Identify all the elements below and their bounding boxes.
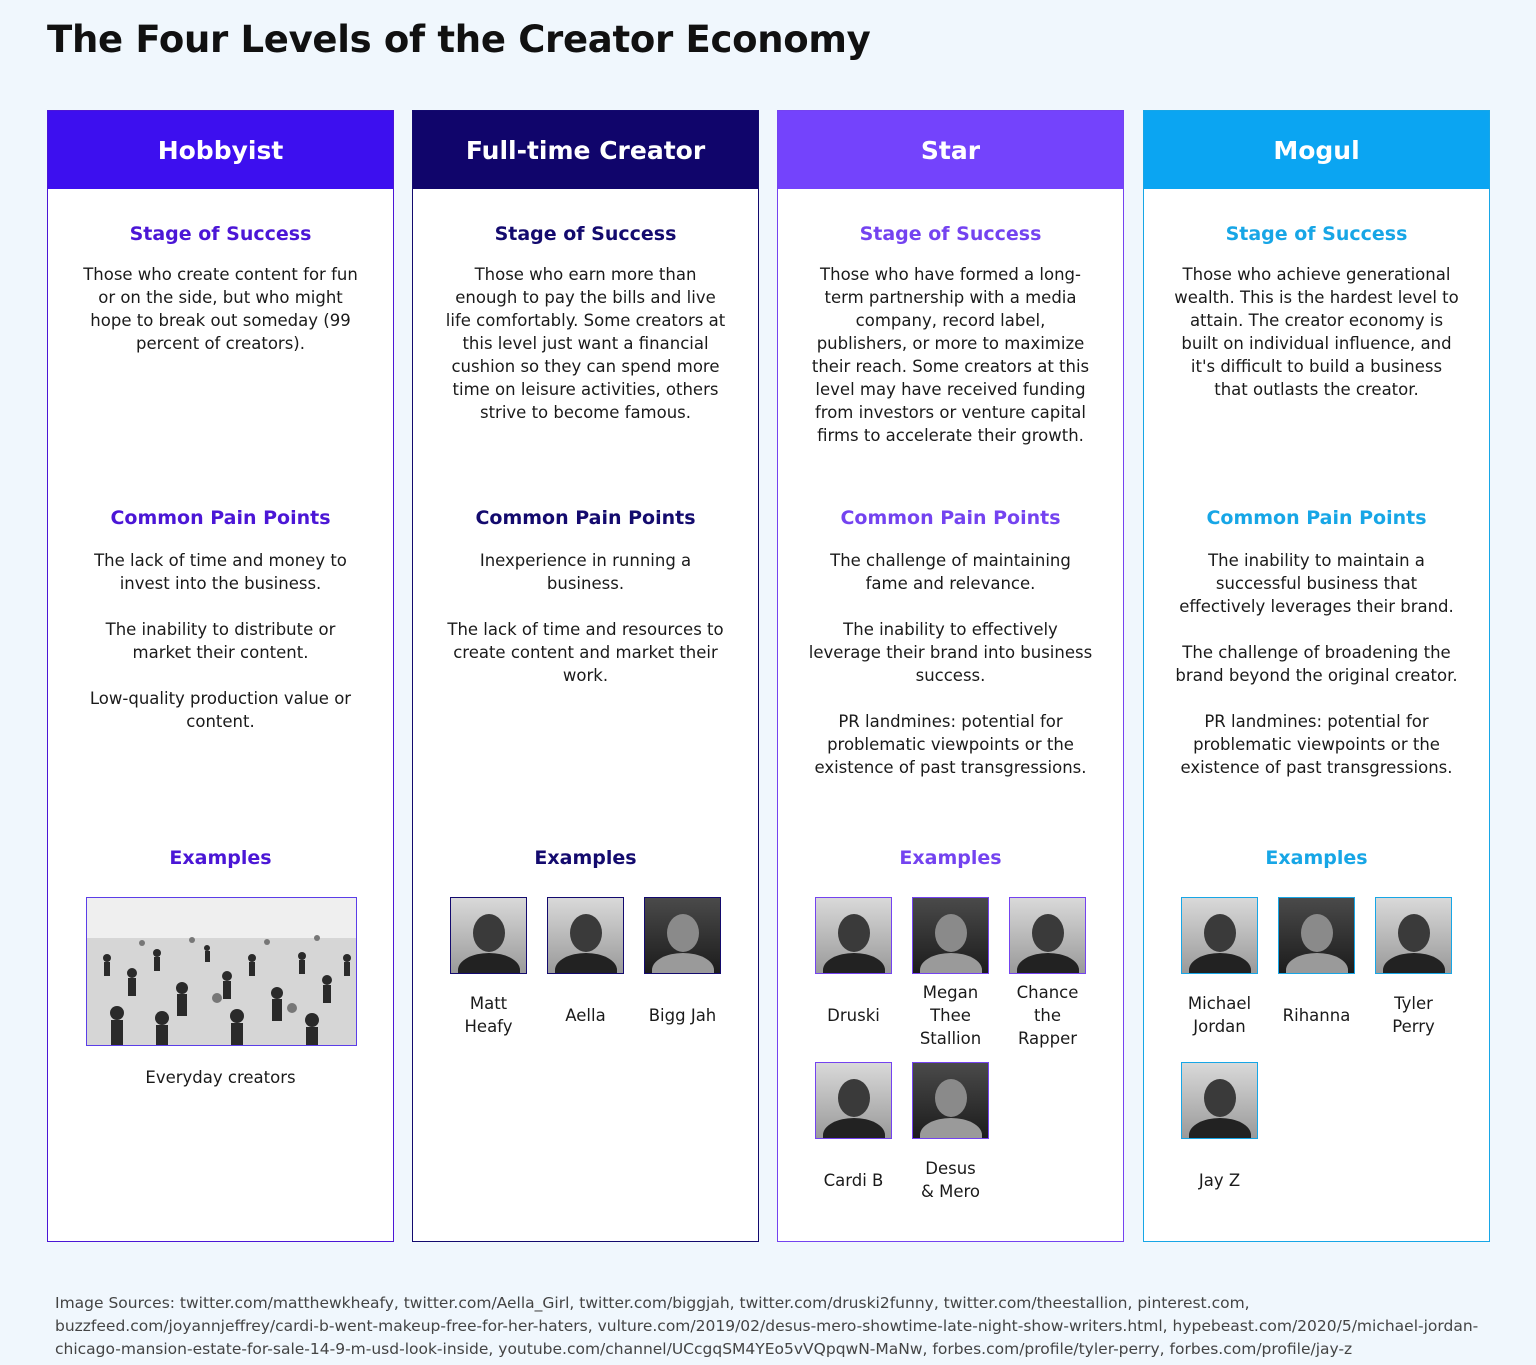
- pain-point: PR landmines: potential for problematic viewpoints or the existence of past transgressions.: [1180, 712, 1453, 777]
- examples-title: Examples: [1265, 847, 1368, 869]
- example-bigg-jah: [634, 897, 731, 1056]
- image-sources-footer: Image Sources: twitter.com/matthewkheafy, twitter.com/Aella_Girl, twitter.com/biggjah, twitter.com/druski2funny, twitter.com/theestallion, pinterest.com, buzzfeed.com/joyannjeffrey/cardi-b-went-makeup-free-for-her-haters, vulture.com/2019/02/desus-mero-showtime-late-night-show-writers.html, hypebeast.com/2020/5/michael-jordan-chicago-mansion-estate-for-sale-14-9-m-usd-look-inside, youtube.com/channel/UCcgqSM4YEo5vVQpqwN-MaNw, forbes.com/profile/tyler-perry, forbes.com/profile/jay-z: [55, 1294, 1479, 1358]
- stage-text: Those who create content for fun or on the side, but who might hope to break out someday (99 percent of creators).: [83, 265, 358, 353]
- example-tyler-perry: [1365, 897, 1462, 1056]
- stage-title: Stage of Success: [129, 223, 312, 245]
- portrait-icon: [815, 1062, 892, 1139]
- stage-title: Stage of Success: [1225, 223, 1408, 245]
- example-name: Chance the Rapper: [1016, 982, 1079, 1048]
- example-rihanna: [1268, 897, 1365, 1056]
- column-full-time-creator: [412, 110, 759, 1242]
- pain-point: Inexperience in running a business.: [479, 551, 692, 593]
- crowd-image-icon: [87, 898, 357, 1046]
- portrait-icon: [644, 897, 721, 974]
- pain-point: The lack of time and money to invest into the business.: [94, 551, 347, 593]
- pain-title: Common Pain Points: [475, 507, 696, 529]
- examples-caption: Everyday creators: [145, 1068, 296, 1087]
- example-name: Megan Thee Stallion: [919, 982, 982, 1048]
- pain-point: The challenge of maintaining fame and relevance.: [830, 551, 1071, 593]
- example-name: Tyler Perry: [1392, 994, 1435, 1036]
- example-druski: [805, 897, 902, 1056]
- examples-title: Examples: [534, 847, 637, 869]
- portrait-icon: [912, 897, 989, 974]
- pain-point: The inability to maintain a successful business that effectively leverages their brand.: [1179, 551, 1454, 616]
- portrait-icon: [1375, 897, 1452, 974]
- portrait-icon: [912, 1062, 989, 1139]
- stage-text: Those who achieve generational wealth. This is the hardest level to attain. The creator economy is built on individual influence, and it's difficult to build a business that outlasts the creator.: [1174, 265, 1459, 399]
- pain-point: The lack of time and resources to create content and market their work.: [447, 620, 724, 685]
- example-michael-jordan: [1171, 897, 1268, 1056]
- example-name: Aella: [565, 1005, 606, 1025]
- pain-point: The inability to effectively leverage their brand into business success.: [808, 620, 1093, 685]
- page-title: The Four Levels of the Creator Economy: [47, 18, 871, 61]
- stage-title: Stage of Success: [859, 223, 1042, 245]
- column-hobbyist: [47, 110, 394, 1242]
- portrait-icon: [547, 897, 624, 974]
- example-name: Michael Jordan: [1187, 994, 1252, 1036]
- column-header: Full-time Creator: [413, 111, 758, 189]
- pain-title: Common Pain Points: [1206, 507, 1427, 529]
- example-name: Jay Z: [1198, 1170, 1241, 1190]
- pain-points: [443, 549, 728, 687]
- column-star: [777, 110, 1124, 1242]
- example-desus-mero: [902, 1062, 999, 1221]
- pain-point: PR landmines: potential for problematic viewpoints or the existence of past transgressions.: [814, 712, 1087, 777]
- pain-points: [1174, 549, 1459, 779]
- pain-point: Low-quality production value or content.: [89, 689, 352, 731]
- portrait-icon: [815, 897, 892, 974]
- portrait-icon: [1278, 897, 1355, 974]
- pain-points: [78, 549, 363, 733]
- column-header: Mogul: [1144, 111, 1489, 189]
- examples-title: Examples: [899, 847, 1002, 869]
- portrait-icon: [1181, 897, 1258, 974]
- portrait-icon: [450, 897, 527, 974]
- column-header: Hobbyist: [48, 111, 393, 189]
- stage-text: Those who have formed a long-term partnership with a media company, record label, publishers, or more to maximize their reach. Some creators at this level may have received funding from investors or venture capital firms to accelerate their growth.: [811, 265, 1090, 445]
- example-name: Cardi B: [823, 1170, 884, 1190]
- example-cardi-b: [805, 1062, 902, 1221]
- pain-title: Common Pain Points: [840, 507, 1061, 529]
- crowd-photo: [86, 897, 357, 1046]
- portrait-icon: [1009, 897, 1086, 974]
- example-name: Bigg Jah: [648, 1005, 717, 1025]
- pain-points: [808, 549, 1093, 779]
- example-name: Rihanna: [1282, 1005, 1351, 1025]
- column-header: Star: [778, 111, 1123, 189]
- example-name: Desus & Mero: [920, 1159, 980, 1201]
- example-name: Druski: [827, 1005, 880, 1025]
- column-mogul: [1143, 110, 1490, 1242]
- stage-text: Those who earn more than enough to pay the bills and live life comfortably. Some creators at this level just want a financial cushion so they can spend more time on leisure activities, others strive to become famous.: [445, 265, 726, 422]
- examples-title: Examples: [169, 847, 272, 869]
- pain-title: Common Pain Points: [110, 507, 331, 529]
- example-name: Matt Heafy: [464, 994, 513, 1036]
- example-megan-thee-stallion: [902, 897, 999, 1056]
- example-aella: [537, 897, 634, 1056]
- pain-point: The challenge of broadening the brand beyond the original creator.: [1175, 643, 1458, 685]
- portrait-icon: [1181, 1062, 1258, 1139]
- pain-point: The inability to distribute or market their content.: [105, 620, 336, 662]
- example-matt-heafy: [440, 897, 537, 1056]
- example-jay-z: [1171, 1062, 1268, 1221]
- example-chance-the-rapper: [999, 897, 1096, 1056]
- stage-title: Stage of Success: [494, 223, 677, 245]
